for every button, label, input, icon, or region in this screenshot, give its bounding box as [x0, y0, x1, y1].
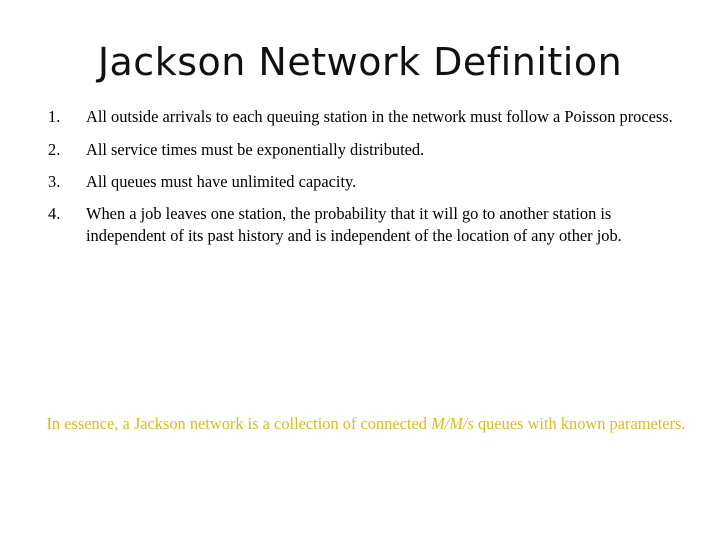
essence-note — [40, 412, 692, 435]
essence-text-start: In essence, a Jackson network is a collection of connected — [46, 414, 432, 433]
list-item — [48, 203, 688, 247]
item-text: All queues must have unlimited capacity. — [86, 172, 357, 191]
essence-emphasis: M/M/s — [431, 414, 474, 433]
item-number: 1. — [48, 107, 61, 126]
list-item — [48, 139, 688, 161]
item-text: All outside arrivals to each queuing station in the network must follow a Poisson process. — [86, 107, 673, 126]
item-text: When a job leaves one station, the probability that it will go to another station is independent of its past history and is independent of the location of any other job. — [86, 204, 622, 245]
list-item — [48, 171, 688, 193]
slide-title: Jackson Network Definition — [97, 40, 623, 84]
item-number: 4. — [48, 204, 61, 223]
item-text: All service times must be exponentially distributed. — [86, 140, 425, 159]
list-item — [48, 106, 688, 128]
essence-text-end: queues with known parameters. — [473, 414, 686, 433]
item-number: 3. — [48, 172, 61, 191]
definition-list — [48, 106, 688, 247]
item-number: 2. — [48, 140, 61, 159]
